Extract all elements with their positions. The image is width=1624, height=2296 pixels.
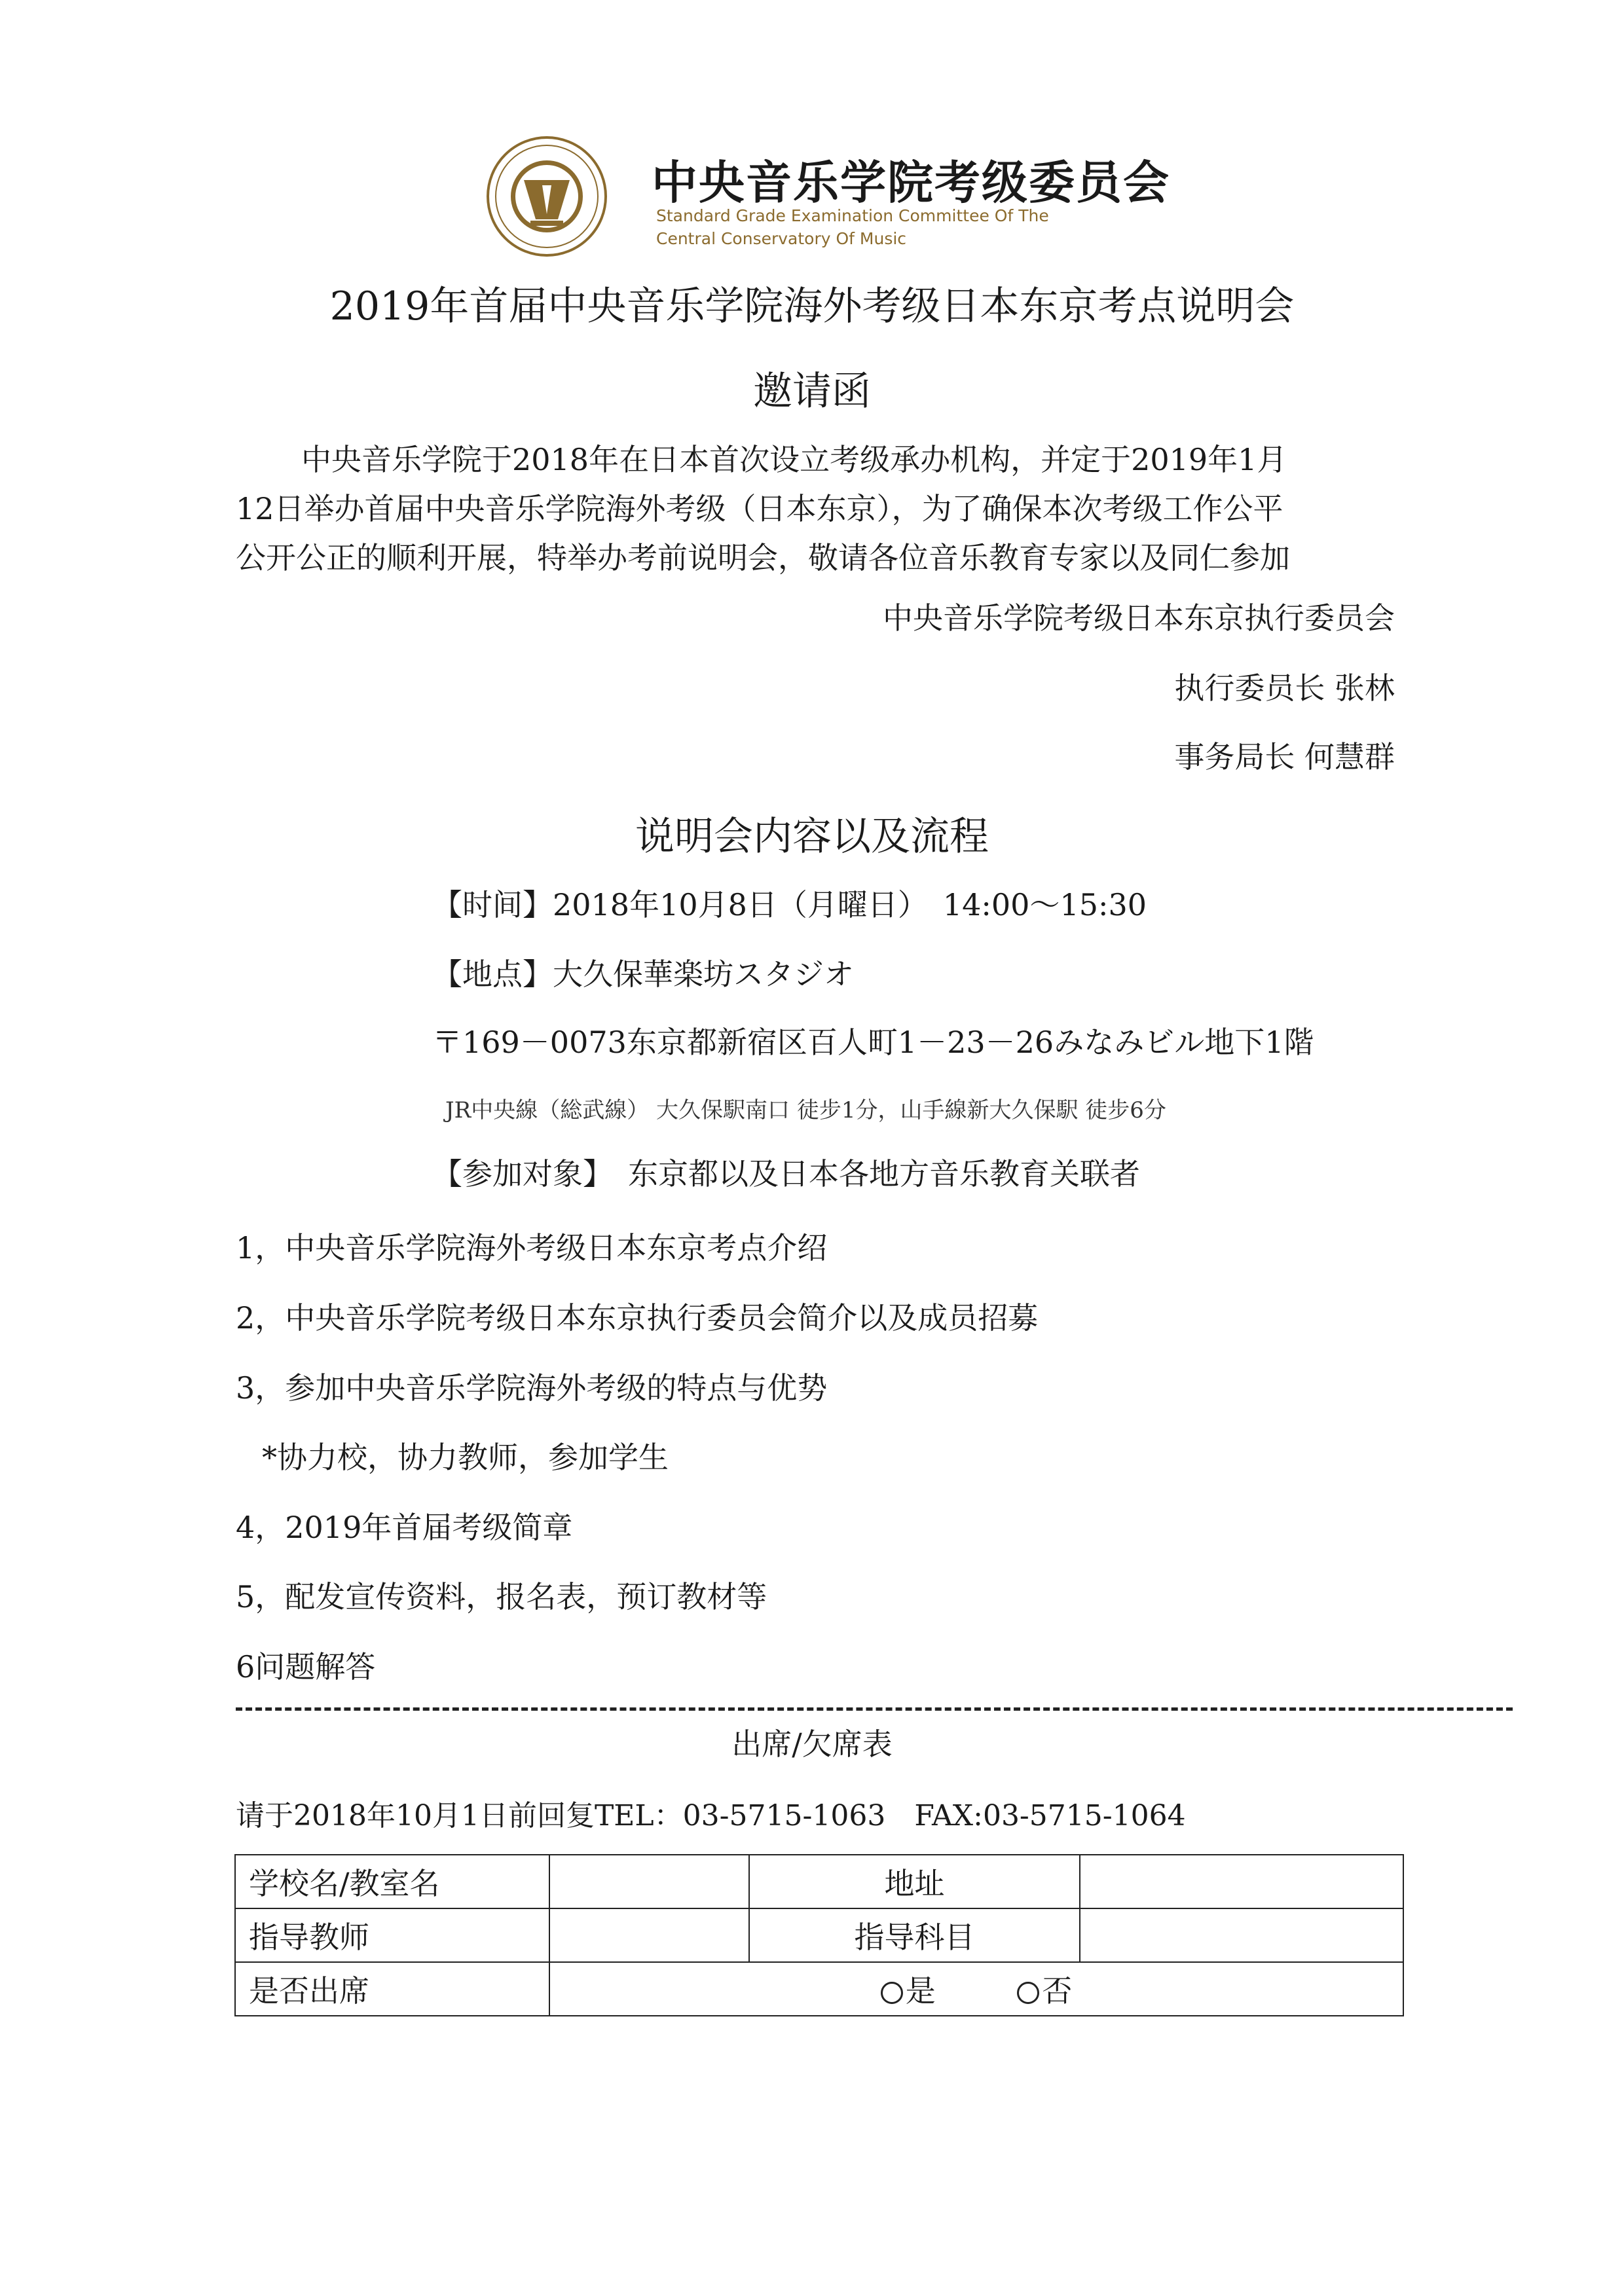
event-target: 【参加对象】 东京都以及日本各地方音乐教育关联者 <box>432 1156 1140 1192</box>
agenda-item: 2，中央音乐学院考级日本东京执行委员会简介以及成员招募 <box>236 1300 1039 1336</box>
intro-line: 12日举办首届中央音乐学院海外考级（日本东京），为了确保本次考级工作公平 <box>236 491 1283 526</box>
event-time: 【时间】2018年10月8日（月曜日） 14:00〜15:30 <box>432 887 1147 922</box>
event-access: JR中央線（総武線） 大久保駅南口 徒步1分，山手線新大久保駅 徒步6分 <box>445 1097 1166 1123</box>
subject-field[interactable] <box>1080 1908 1403 1962</box>
signature-secretary: 事务局长 何慧群 <box>1174 739 1395 774</box>
logo-chinese-name: 中央音乐学院考级委员会 <box>652 155 1170 210</box>
program-heading: 说明会内容以及流程 <box>635 814 989 860</box>
address-field[interactable] <box>1080 1855 1403 1908</box>
rsvp-note: 请于2018年10月1日前回复TEL：03-5715-1063 FAX:03-5715-1064 <box>236 1799 1186 1832</box>
attend-yes-label: 是 <box>905 1973 936 2009</box>
committee-logo <box>485 134 1170 265</box>
agenda-item: 1，中央音乐学院海外考级日本东京考点介绍 <box>236 1230 828 1266</box>
invitation-heading: 邀请函 <box>753 369 871 414</box>
conservatory-seal-icon <box>485 134 609 259</box>
agenda-item: 6问题解答 <box>236 1649 376 1685</box>
teacher-field[interactable] <box>549 1908 749 1962</box>
school-label: 学校名/教室名 <box>235 1855 549 1908</box>
rsvp-title: 出席/欠席表 <box>731 1726 893 1762</box>
agenda-item: 4，2019年首届考级简章 <box>236 1510 573 1545</box>
intro-line: 中央音乐学院于2018年在日本首次设立考级承办机构，并定于2019年1月 <box>301 442 1287 477</box>
agenda-item: 5，配发宣传资料，报名表，预订教材等 <box>236 1579 767 1614</box>
radio-circle-icon[interactable] <box>1017 1982 1039 2004</box>
attend-label: 是否出席 <box>235 1962 549 2016</box>
attend-yes-option[interactable] <box>881 1967 936 2011</box>
logo-english-line1: Standard Grade Examination Committee Of The <box>656 206 1049 225</box>
signature-committee: 中央音乐学院考级日本东京执行委员会 <box>883 600 1395 636</box>
school-field[interactable] <box>549 1855 749 1908</box>
attend-no-option[interactable] <box>1017 1967 1072 2011</box>
teacher-label: 指导教师 <box>235 1908 549 1962</box>
intro-line: 公开公正的顺利开展，特举办考前说明会，敬请各位音乐教育专家以及同仁参加 <box>236 540 1290 575</box>
event-address: 〒169－0073东京都新宿区百人町1－23－26みなみビル地下1階 <box>432 1025 1314 1060</box>
subject-label: 指导科目 <box>749 1908 1080 1962</box>
agenda-item: 3，参加中央音乐学院海外考级的特点与优势 <box>236 1370 828 1406</box>
address-label: 地址 <box>749 1855 1080 1908</box>
logo-english-line2: Central Conservatory Of Music <box>656 229 907 248</box>
radio-circle-icon[interactable] <box>881 1982 903 2004</box>
document-title: 2019年首届中央音乐学院海外考级日本东京考点说明会 <box>329 283 1295 329</box>
signature-chair: 执行委员长 张林 <box>1174 670 1395 706</box>
event-place: 【地点】大久保華楽坊スタジオ <box>432 957 854 992</box>
cut-line-divider <box>236 1707 1513 1711</box>
table-row <box>235 1908 1403 1962</box>
table-row <box>235 1855 1403 1908</box>
attend-options <box>549 1962 1403 2016</box>
rsvp-table <box>234 1854 1404 2016</box>
agenda-subitem: *协力校，协力教师，参加学生 <box>262 1440 669 1475</box>
intro-paragraph <box>236 435 1388 583</box>
table-row <box>235 1962 1403 2016</box>
attend-no-label: 否 <box>1042 1973 1073 2009</box>
